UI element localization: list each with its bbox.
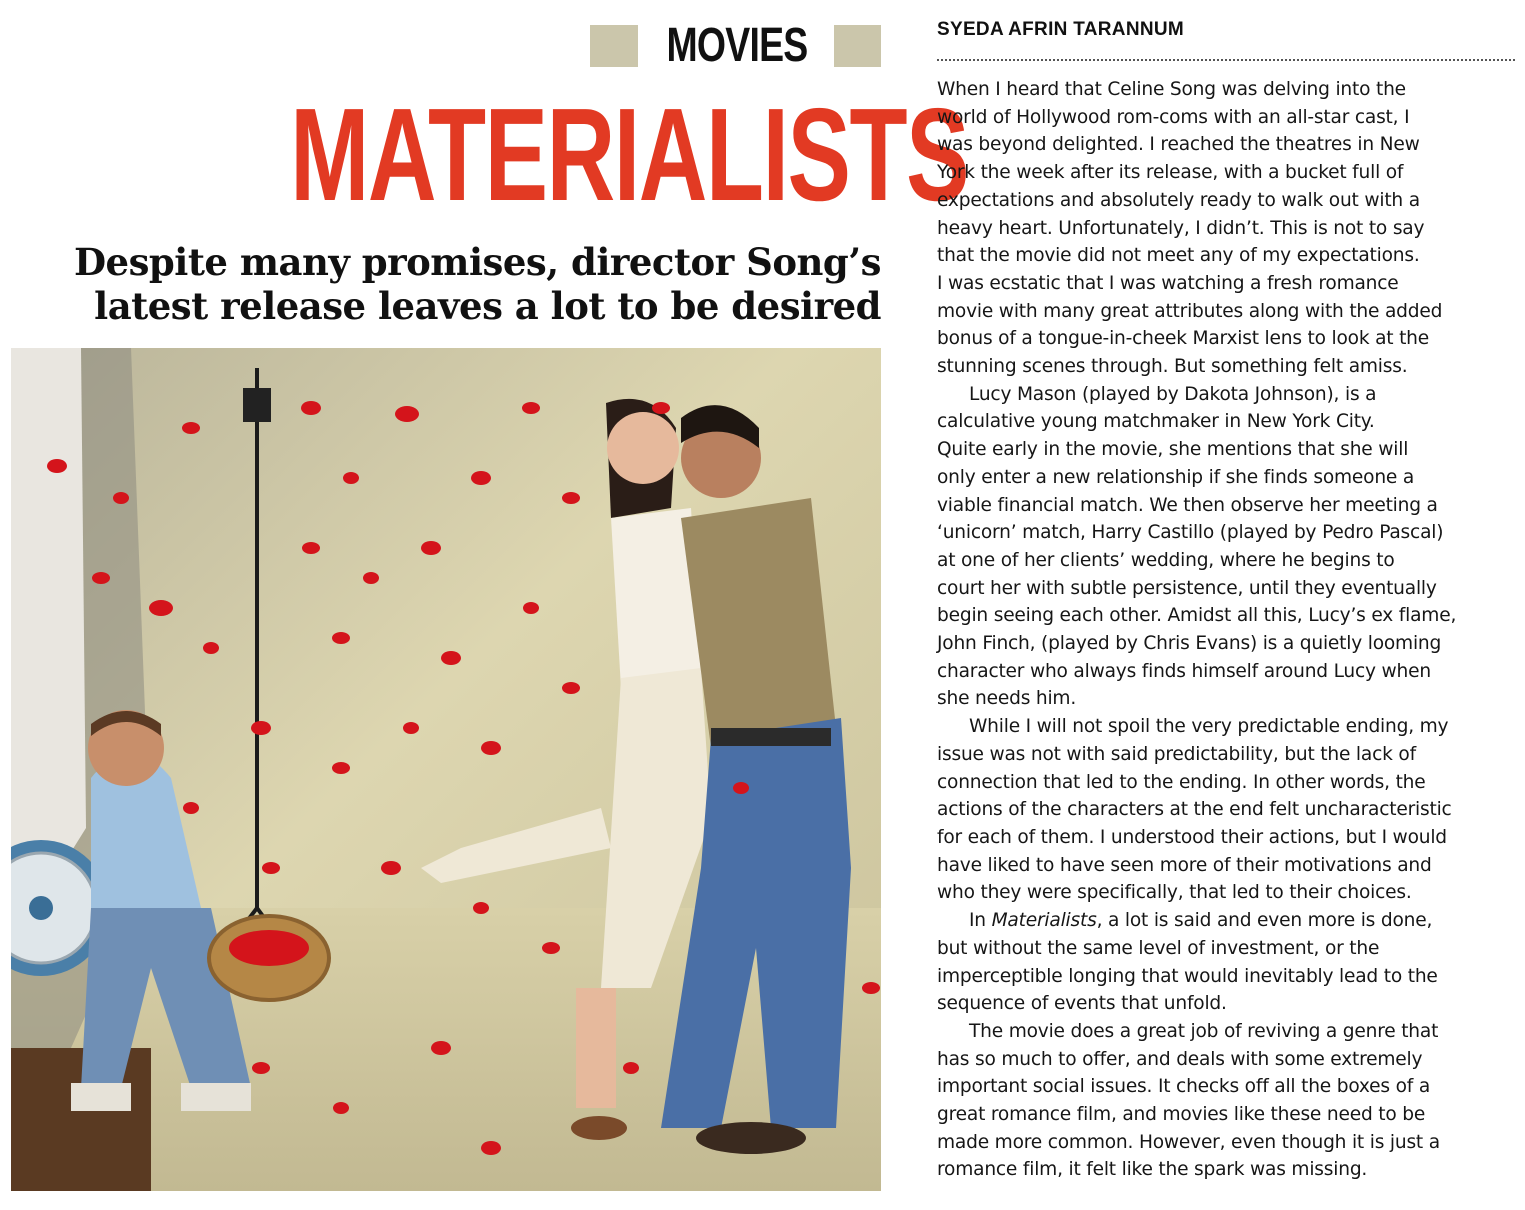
film-title: Materialists: [991, 910, 1097, 932]
text-line: While I will not spoil the very predictable ending, my: [969, 716, 1449, 738]
text-line: expectations and absolutely ready to walk out with a: [937, 189, 1420, 211]
text-line: world of Hollywood rom-coms with an all-star cast, I: [937, 106, 1410, 128]
text-line: at one of her clients’ wedding, where he begins to: [937, 549, 1395, 571]
text-line: has so much to offer, and deals with some extremely: [937, 1048, 1423, 1070]
article-paragraph: [937, 907, 1517, 1018]
text-line: that the movie did not meet any of my expectations.: [937, 245, 1420, 267]
text-line: movie with many great attributes along with the added: [937, 300, 1443, 322]
text-line: important social issues. It checks off all the boxes of a: [937, 1076, 1431, 1098]
text-line: viable financial match. We then observe her meeting a: [937, 494, 1438, 516]
text-line: connection that led to the ending. In other words, the: [937, 771, 1426, 793]
section-bar-right: [834, 25, 881, 67]
text-run: , a lot is said and even more is done,: [1096, 910, 1433, 932]
text-line: only enter a new relationship if she finds someone a: [937, 466, 1415, 488]
article-paragraph: [937, 713, 1517, 907]
text-line: actions of the characters at the end felt uncharacteristic: [937, 799, 1452, 821]
text-line: issue was not with said predictability, but the lack of: [937, 743, 1416, 765]
headline: MATERIALISTS: [290, 81, 969, 228]
text-line: have liked to have seen more of their motivations and: [937, 854, 1432, 876]
wooden-crate: [11, 1048, 151, 1191]
text-line: romance film, it felt like the spark was missing.: [937, 1159, 1368, 1181]
article-paragraph: [937, 76, 1517, 381]
text-line: calculative young matchmaker in New York City.: [937, 411, 1375, 433]
text-line: character who always finds himself around Lucy when: [937, 660, 1431, 682]
text-line: but without the same level of investment, or the: [937, 937, 1380, 959]
text-line: who they were specifically, that led to their choices.: [937, 882, 1412, 904]
text-line: York the week after its release, with a bucket full of: [937, 162, 1404, 184]
text-line: ‘unicorn’ match, Harry Castillo (played by Pedro Pascal): [937, 522, 1444, 544]
text-line: [937, 907, 1517, 935]
article-paragraph: [937, 1018, 1517, 1184]
text-line: begin seeing each other. Amidst all this, Lucy’s ex flame,: [937, 605, 1457, 627]
text-line: sequence of events that unfold.: [937, 993, 1227, 1015]
text-line: court her with subtle persistence, until they eventually: [937, 577, 1437, 599]
text-run: In: [969, 910, 992, 932]
byline-divider: [937, 59, 1515, 61]
text-line: for each of them. I understood their actions, but I would: [937, 826, 1447, 848]
text-line: imperceptible longing that would inevitably lead to the: [937, 965, 1438, 987]
text-line: Quite early in the movie, she mentions that she will: [937, 439, 1409, 461]
article-body: [937, 76, 1517, 1184]
text-line: bonus of a tongue-in-cheek Marxist lens to look at the: [937, 328, 1430, 350]
text-line: I was ecstatic that I was watching a fresh romance: [937, 272, 1399, 294]
section-bar-left: [590, 25, 638, 67]
text-line: stunning scenes through. But something felt amiss.: [937, 356, 1408, 378]
feature-photo: [11, 348, 881, 1191]
text-line: Lucy Mason (played by Dakota Johnson), is a: [969, 383, 1377, 405]
article-paragraph: [937, 381, 1517, 713]
text-line: When I heard that Celine Song was delving into the: [937, 79, 1406, 100]
text-line: made more common. However, even though it is just a: [937, 1131, 1440, 1153]
text-line: The movie does a great job of reviving a genre that: [969, 1020, 1439, 1042]
photo-illustration: [11, 348, 881, 1191]
text-line: was beyond delighted. I reached the theatres in New: [937, 134, 1420, 156]
byline: SYEDA AFRIN TARANNUM: [937, 19, 1185, 40]
text-line: great romance film, and movies like these need to be: [937, 1104, 1426, 1126]
text-line: John Finch, (played by Chris Evans) is a quietly looming: [937, 633, 1442, 655]
subhead: [40, 240, 881, 328]
light-stand-clamp: [243, 388, 271, 422]
subhead-line: Despite many promises, director Song’s: [73, 240, 881, 284]
text-line: she needs him.: [937, 688, 1077, 710]
section-label: MOVIES: [666, 19, 808, 72]
text-line: heavy heart. Unfortunately, I didn’t. This is not to say: [937, 217, 1425, 239]
subhead-line: latest release leaves a lot to be desired: [94, 284, 881, 328]
